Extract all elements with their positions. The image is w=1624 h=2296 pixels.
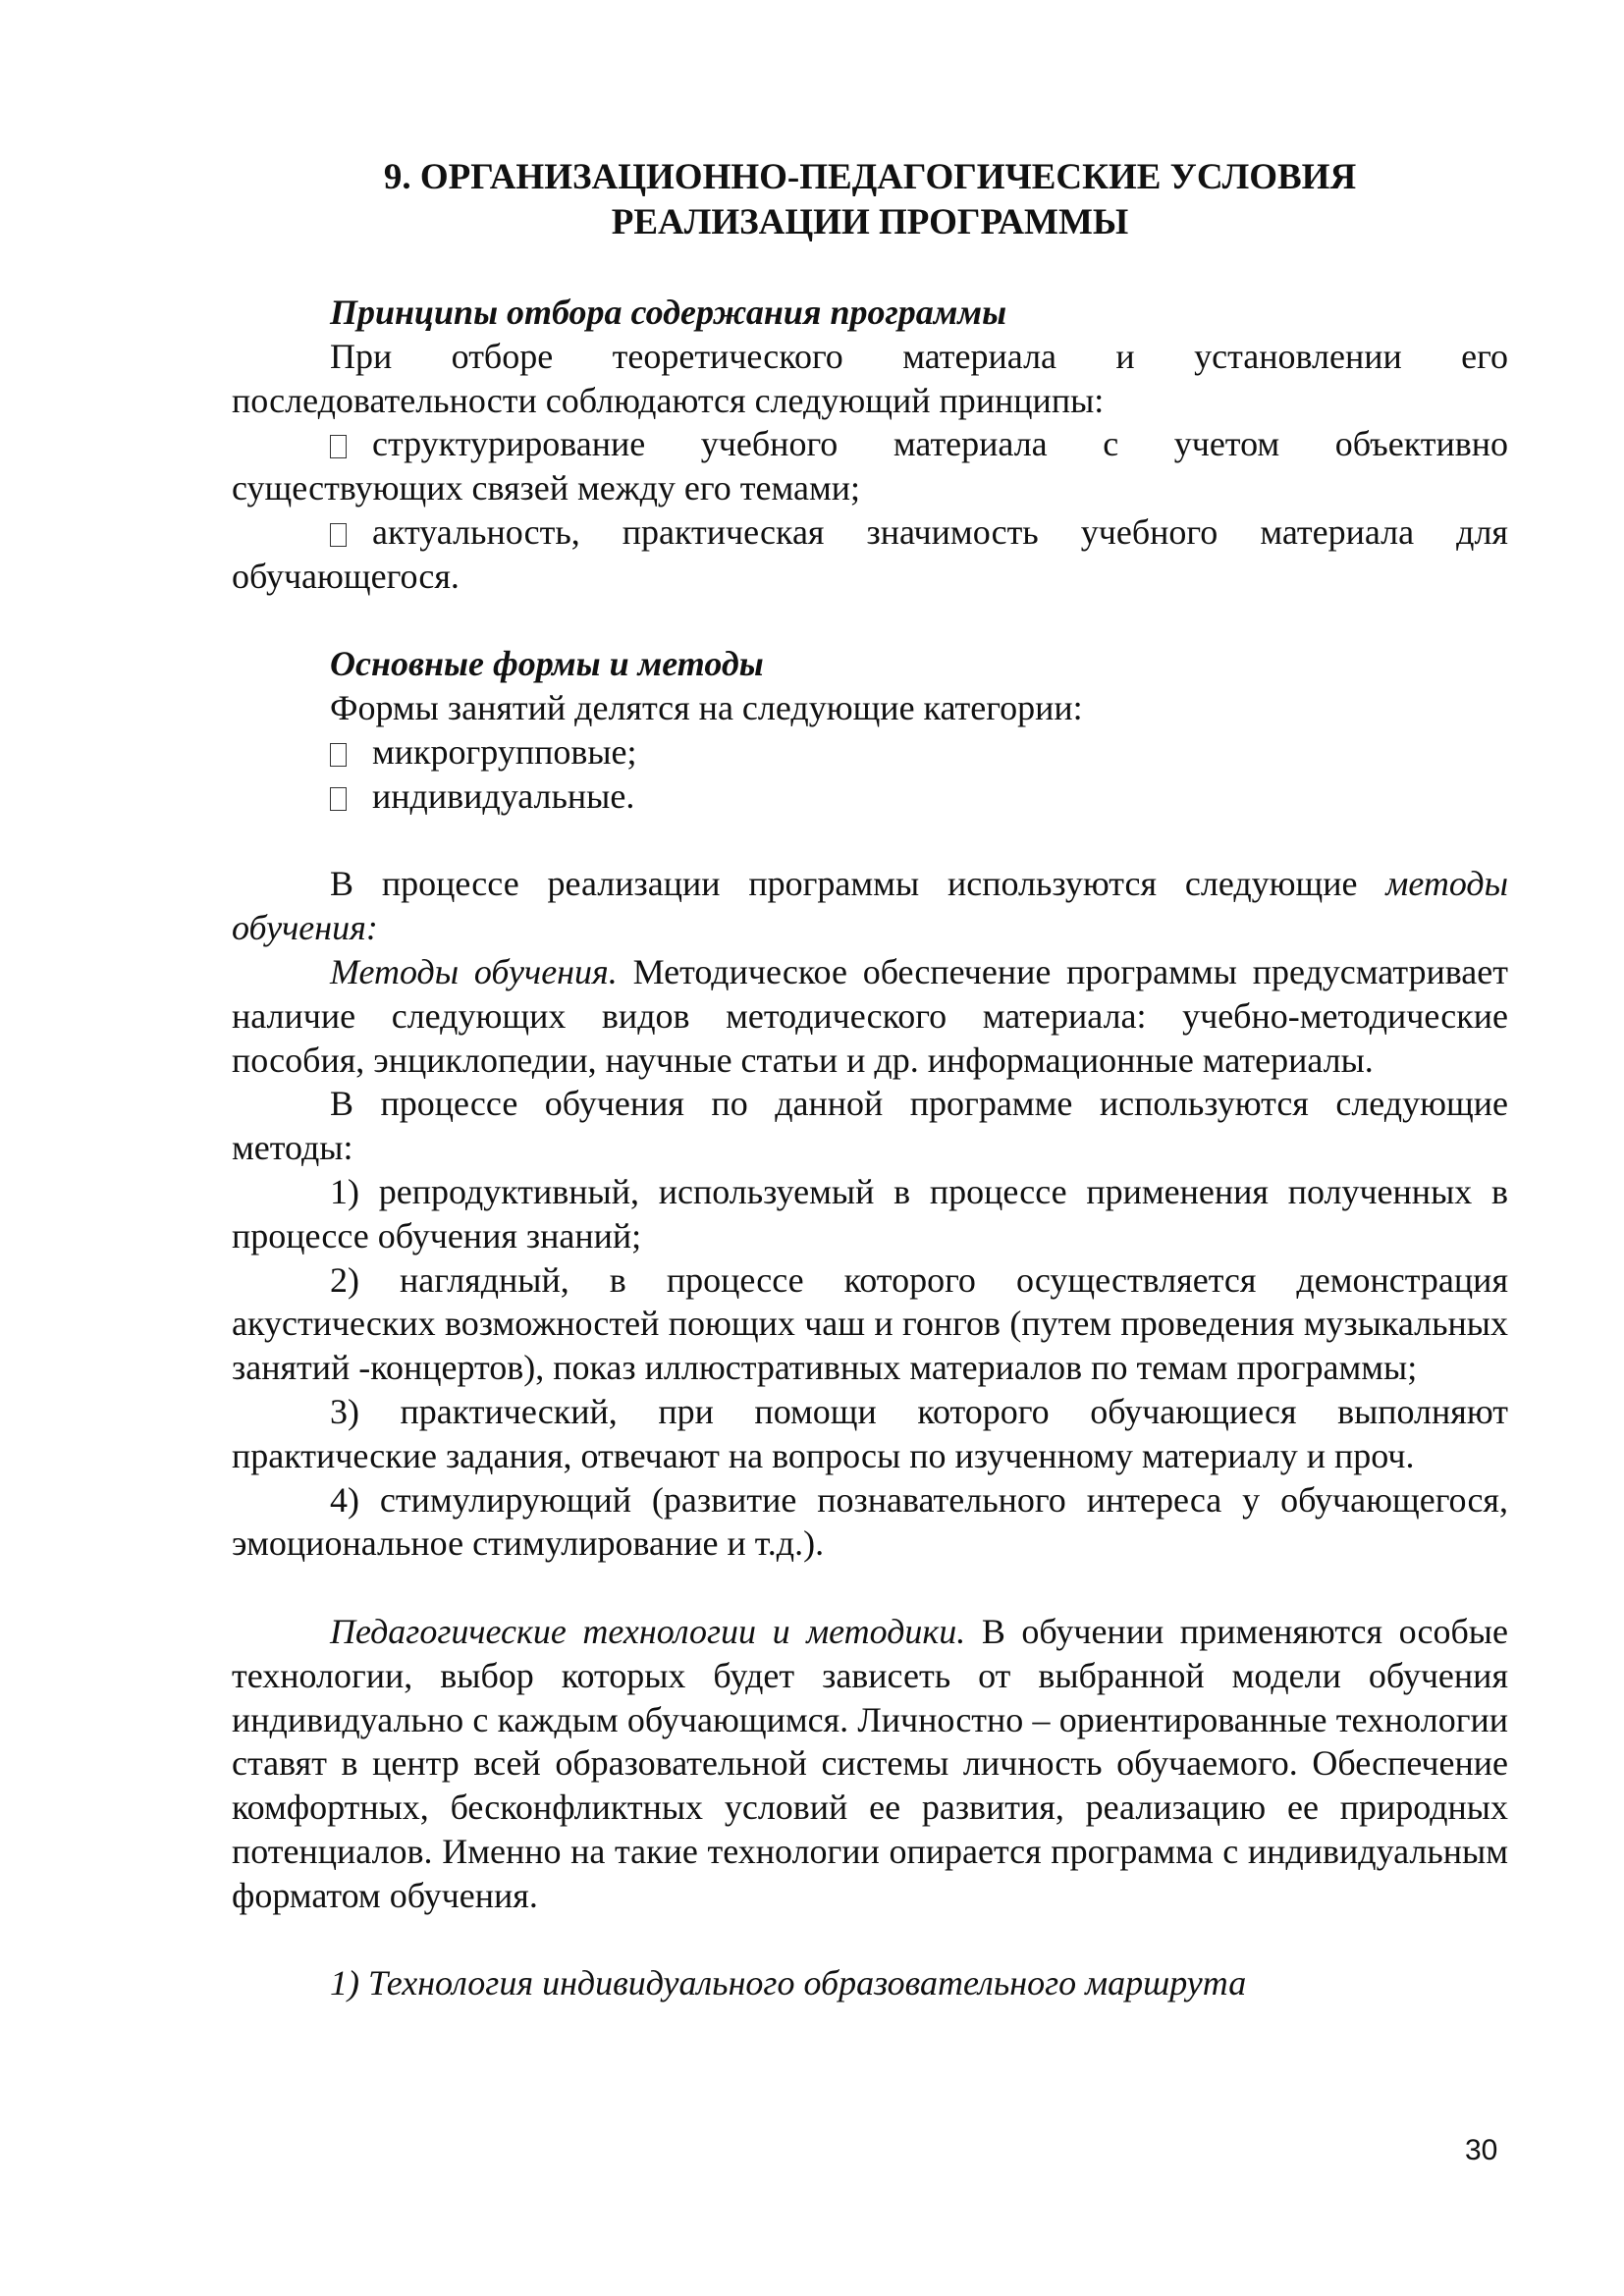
list-item-text: микрогрупповые; — [372, 731, 637, 772]
list-item — [232, 422, 1508, 510]
paragraph-forms-intro: Формы занятий делятся на следующие категории: — [330, 688, 1083, 728]
list-item — [232, 730, 1508, 774]
section-heading-principles: Принципы отбора содержания программы — [330, 293, 1007, 332]
page-number: 30 — [1465, 2134, 1498, 2166]
list-item-text: структурирование учебного материала с учетом объективно существующих связей между его темами; — [232, 424, 1508, 508]
paragraph-methods-intro: В процессе реализации программы используются следующие методы обучения: — [232, 864, 1508, 948]
method-item: 1) репродуктивный, используемый в процессе применения полученных в процессе обучения знаний; — [232, 1171, 1508, 1255]
method-item: 2) наглядный, в процессе которого осуществляется демонстрация акустических возможностей поющих чаш и гонгов (путем проведения музыкальных занятий -концертов), показ иллюстративных материалов по темам программы; — [232, 1259, 1508, 1388]
paragraph-technologies: Педагогические технологии и методики. В обучении применяются особые технологии, выбор которых будет зависеть от выбранной модели обучения индивидуально с каждым обучающимся. Личностно – ориентированные технологии ставят в центр всей образовательной системы личность обучаемого. Обеспечение комфортных, бесконфликтных условий ее развития, реализацию ее природных потенциалов. Именно на такие технологии опирается программа с индивидуальным форматом обучения. — [232, 1611, 1508, 1915]
checkbox-bullet-icon — [330, 787, 347, 811]
list-item — [232, 774, 1508, 819]
title-line-1: 9. ОРГАНИЗАЦИОННО-ПЕДАГОГИЧЕСКИЕ УСЛОВИЯ — [383, 157, 1357, 197]
paragraph-principles-intro: При отборе теоретического материала и установлении его последовательности соблюдаются следующий принципы: — [232, 336, 1508, 420]
page-title — [232, 155, 1508, 245]
paragraph-methods-description: Методы обучения. Методическое обеспечение программы предусматривает наличие следующих видов методического материала: учебно-методические пособия, энциклопедии, научные статьи и др. информационные материалы. — [232, 951, 1508, 1080]
methods-label: Методы обучения. — [330, 951, 618, 991]
checkbox-bullet-icon — [330, 743, 347, 767]
document-body — [232, 291, 1508, 2005]
technology-subheading: 1) Технология индивидуального образовательного маршрута — [330, 1963, 1247, 2003]
checkbox-bullet-icon — [330, 523, 347, 547]
method-item: 3) практический, при помощи которого обучающиеся выполняют практические задания, отвечают на вопросы по изученному материалу и проч. — [232, 1391, 1508, 1475]
paragraph-methods-lead: В процессе обучения по данной программе используются следующие методы: — [232, 1084, 1508, 1168]
list-item-text: актуальность, практическая значимость учебного материала для обучающегося. — [232, 511, 1508, 596]
section-heading-forms: Основные формы и методы — [330, 644, 764, 684]
checkbox-bullet-icon — [330, 435, 347, 458]
method-item: 4) стимулирующий (развитие познавательного интереса у обучающегося, эмоциональное стимулирование и т.д.). — [232, 1479, 1508, 1564]
list-item — [232, 510, 1508, 599]
title-line-2: РЕАЛИЗАЦИИ ПРОГРАММЫ — [611, 202, 1129, 242]
methods-intro-emphasis: методы обучения: — [232, 864, 1508, 948]
technologies-label: Педагогические технологии и методики. — [330, 1611, 966, 1651]
list-item-text: индивидуальные. — [372, 775, 635, 816]
